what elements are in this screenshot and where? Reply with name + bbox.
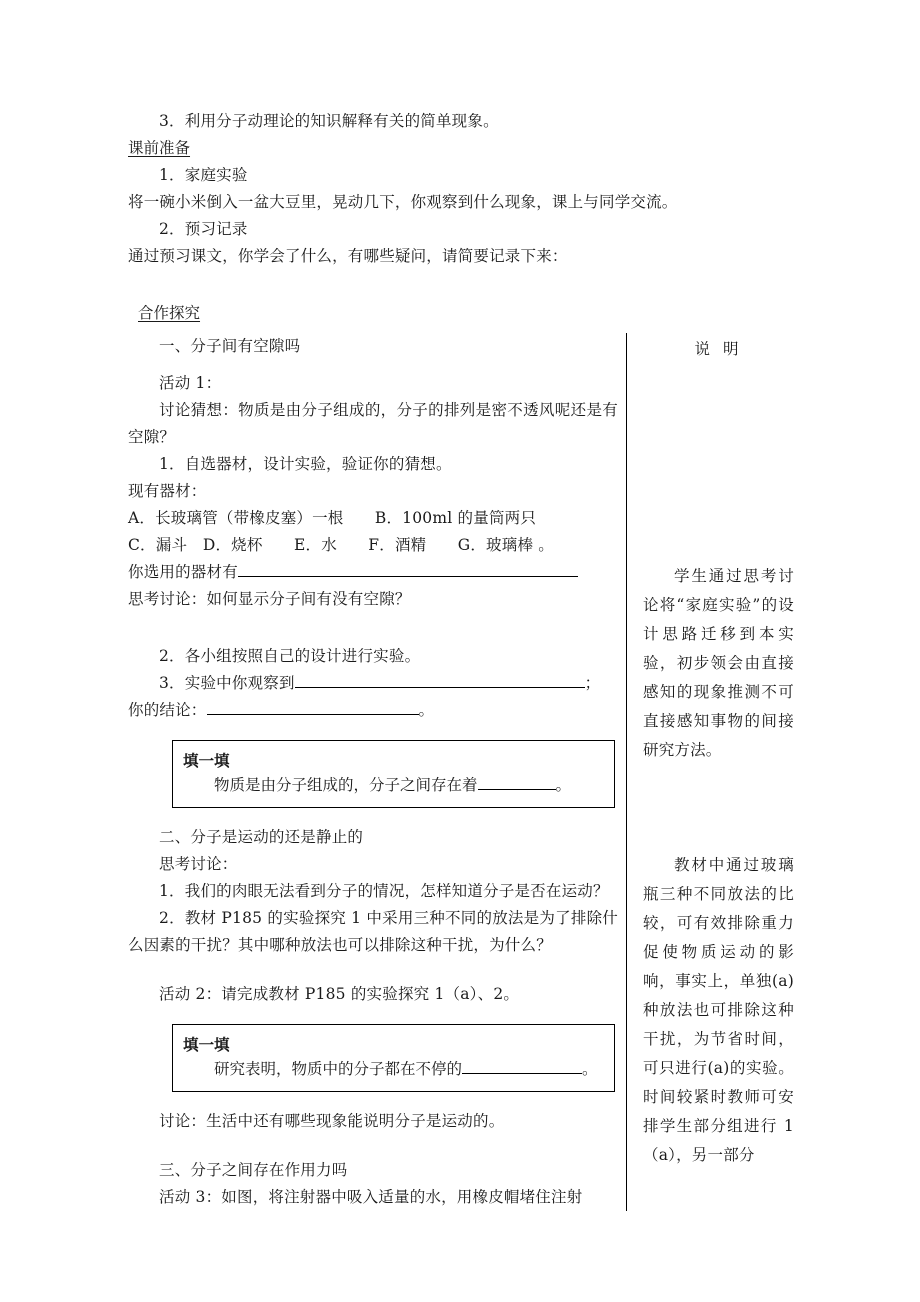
fill-in-box-1-period: 。 xyxy=(555,776,572,794)
fill-in-box-2 xyxy=(172,1024,615,1092)
prep-heading-text: 课前准备 xyxy=(128,139,191,157)
spacer xyxy=(128,1135,618,1157)
question-1: 1．我们的肉眼无法看到分子的情况，怎样知道分子是否在运动？ xyxy=(159,882,609,900)
section-2-title: 二、分子是运动的还是静止的 xyxy=(159,828,364,846)
explore-heading-text: 合作探究 xyxy=(138,304,201,322)
step-3 xyxy=(128,670,618,697)
preface-block xyxy=(128,108,800,270)
step-2: 2．各小组按照自己的设计进行实验。 xyxy=(159,647,421,665)
materials-line-2: C．漏斗 D．烧杯 E．水 F．酒精 G．玻璃棒 。 xyxy=(128,536,554,554)
table-left-cell xyxy=(128,333,626,1211)
step-3-end: ； xyxy=(584,674,601,692)
spacer xyxy=(128,959,618,981)
question-2: 2．教材 P185 的实验探究 1 中采用三种不同的放法是为了排除什么因素的干扰？其中哪种放法也可以排除这种干扰，为什么？ xyxy=(128,909,618,954)
think-discuss-1: 思考讨论：如何显示分子间有没有空隙？ xyxy=(128,590,411,608)
think-discuss-2: 思考讨论： xyxy=(159,855,238,873)
activity-1-label: 活动 1： xyxy=(159,374,222,392)
fill-in-box-1-blank[interactable] xyxy=(478,789,556,790)
table-right-cell xyxy=(627,333,800,1211)
prep-item-2-body: 通过预习课文，你学会了什么，有哪些疑问，请简要记录下来： xyxy=(128,247,568,265)
explore-table xyxy=(128,333,800,1211)
explore-heading xyxy=(128,300,800,327)
spacer xyxy=(128,270,800,300)
fill-in-box-2-text: 研究表明，物质中的分子都在不停的 xyxy=(214,1060,463,1078)
fill-in-box-2-period: 。 xyxy=(582,1060,598,1078)
conclusion-line xyxy=(128,697,618,724)
fill-in-box-1-title: 填一填 xyxy=(183,751,230,770)
activity-2: 活动 2：请完成教材 P185 的实验探究 1（a）、2。 xyxy=(159,985,520,1003)
chosen-materials-blank[interactable] xyxy=(238,576,578,577)
step-3-label: 3．实验中你观察到 xyxy=(159,674,295,692)
prep-item-1: 1．家庭实验 xyxy=(159,166,248,184)
chosen-materials-label: 你选用的器材有 xyxy=(128,563,238,581)
spacer xyxy=(128,613,618,643)
discussion-2: 讨论：生活中还有哪些现象能说明分子是运动的。 xyxy=(159,1112,505,1130)
note-2: 教材中通过玻璃瓶三种不同放法的比较，可有效排除重力促使物质运动的影响，事实上，单独(a)种放法也可排除这种干扰，为节省时间，可只进行(a)的实验。时间较紧时教师可安排学生部分组进行 1（a），另一部分 xyxy=(643,856,794,1164)
step-3-blank[interactable] xyxy=(295,687,585,688)
fill-in-box-1-text: 物质是由分子组成的，分子之间存在着 xyxy=(214,776,478,794)
materials-label: 现有器材： xyxy=(128,482,207,500)
fill-in-box-2-blank[interactable] xyxy=(462,1073,582,1074)
conclusion-blank[interactable] xyxy=(207,714,419,715)
materials-line-1: A．长玻璃管（带橡皮塞）一根 B．100ml 的量筒两只 xyxy=(128,509,537,527)
conclusion-label: 你的结论： xyxy=(128,701,207,719)
chosen-materials-line xyxy=(128,559,618,586)
prep-item-2: 2．预习记录 xyxy=(159,220,248,238)
step-1: 1．自选器材，设计实验，验证你的猜想。 xyxy=(159,455,452,473)
prep-heading xyxy=(128,135,800,162)
discussion-guess: 讨论猜想：物质是由分子组成的，分子的排列是密不透风呢还是有空隙？ xyxy=(128,401,618,446)
preface-item-3: 3．利用分子动理论的知识解释有关的简单现象。 xyxy=(159,112,499,130)
fill-in-box-1-body xyxy=(183,773,604,798)
spacer xyxy=(643,364,794,562)
note-1: 学生通过思考讨论将“家庭实验”的设计思路迁移到本实验，初步领会由直接感知的现象推测不可直接感知事物的间接研究方法。 xyxy=(643,567,794,759)
right-column-header: 说 明 xyxy=(694,340,743,358)
section-3-title: 三、分子之间存在作用力吗 xyxy=(159,1161,348,1179)
fill-in-box-2-title: 填一填 xyxy=(183,1035,230,1054)
conclusion-end: 。 xyxy=(418,701,435,719)
section-1-title: 一、分子间有空隙吗 xyxy=(159,337,301,355)
page-content xyxy=(128,108,800,1211)
prep-item-1-body: 将一碗小米倒入一盆大豆里，晃动几下，你观察到什么现象，课上与同学交流。 xyxy=(128,193,678,211)
activity-3: 活动 3：如图，将注射器中吸入适量的水，用橡皮帽堵住注射 xyxy=(159,1188,583,1206)
fill-in-box-2-body xyxy=(183,1057,604,1082)
spacer xyxy=(643,765,794,851)
fill-in-box-1 xyxy=(172,740,615,808)
